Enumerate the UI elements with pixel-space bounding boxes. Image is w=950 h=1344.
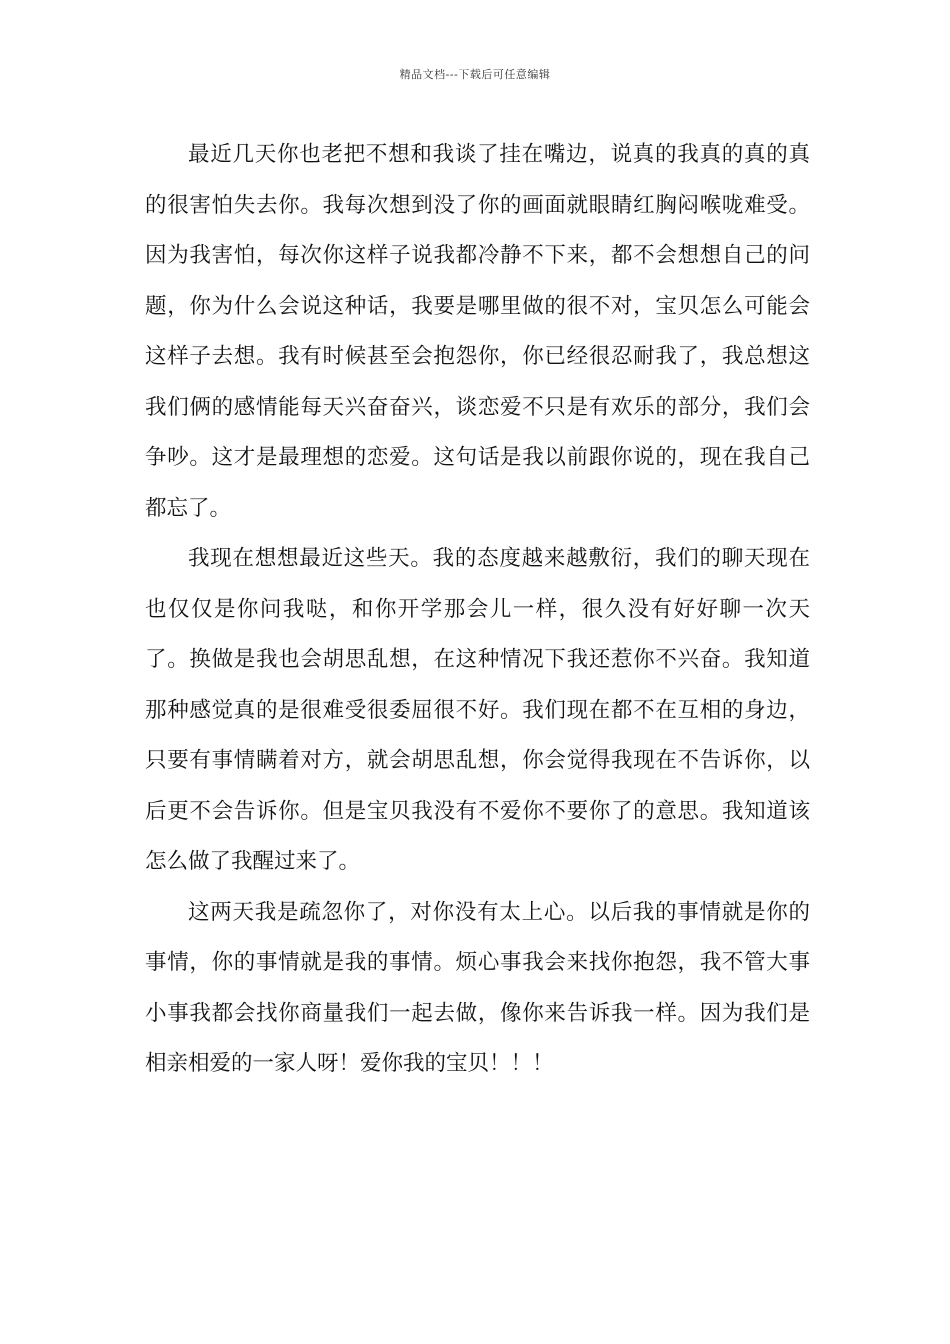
- document-body: [145, 130, 810, 1090]
- paragraph-3: 这两天我是疏忽你了，对你没有太上心。以后我的事情就是你的事情，你的事情就是我的事情。烦心事我会来找你抱怨，我不管大事小事我都会找你商量我们一起去做，像你来告诉我一样。因为我们是相亲相爱的一家人呀！爱你我的宝贝！！！: [145, 899, 810, 1076]
- paragraph-1: 最近几天你也老把不想和我谈了挂在嘴边，说真的我真的真的真的很害怕失去你。我每次想到没了你的画面就眼睛红胸闷喉咙难受。因为我害怕，每次你这样子说我都冷静不下来，都不会想想自己的问题，你为什么会说这种话，我要是哪里做的很不对，宝贝怎么可能会这样子去想。我有时候甚至会抱怨你，你已经很忍耐我了，我总想这我们俩的感情能每天兴奋奋兴，谈恋爱不只是有欢乐的部分，我们会争吵。这才是最理想的恋爱。这句话是我以前跟你说的，现在我自己都忘了。: [145, 142, 810, 521]
- paragraph-2: 我现在想想最近这些天。我的态度越来越敷衍，我们的聊天现在也仅仅是你问我哒，和你开学那会儿一样，很久没有好好聊一次天了。换做是我也会胡思乱想，在这种情况下我还惹你不兴奋。我知道那种感觉真的是很难受很委屈很不好。我们现在都不在互相的身边，只要有事情瞒着对方，就会胡思乱想，你会觉得我现在不告诉你，以后更不会告诉你。但是宝贝我没有不爱你不要你了的意思。我知道该怎么做了我醒过来了。: [145, 546, 810, 874]
- page-header: 精品文档---下载后可任意编辑: [399, 68, 551, 81]
